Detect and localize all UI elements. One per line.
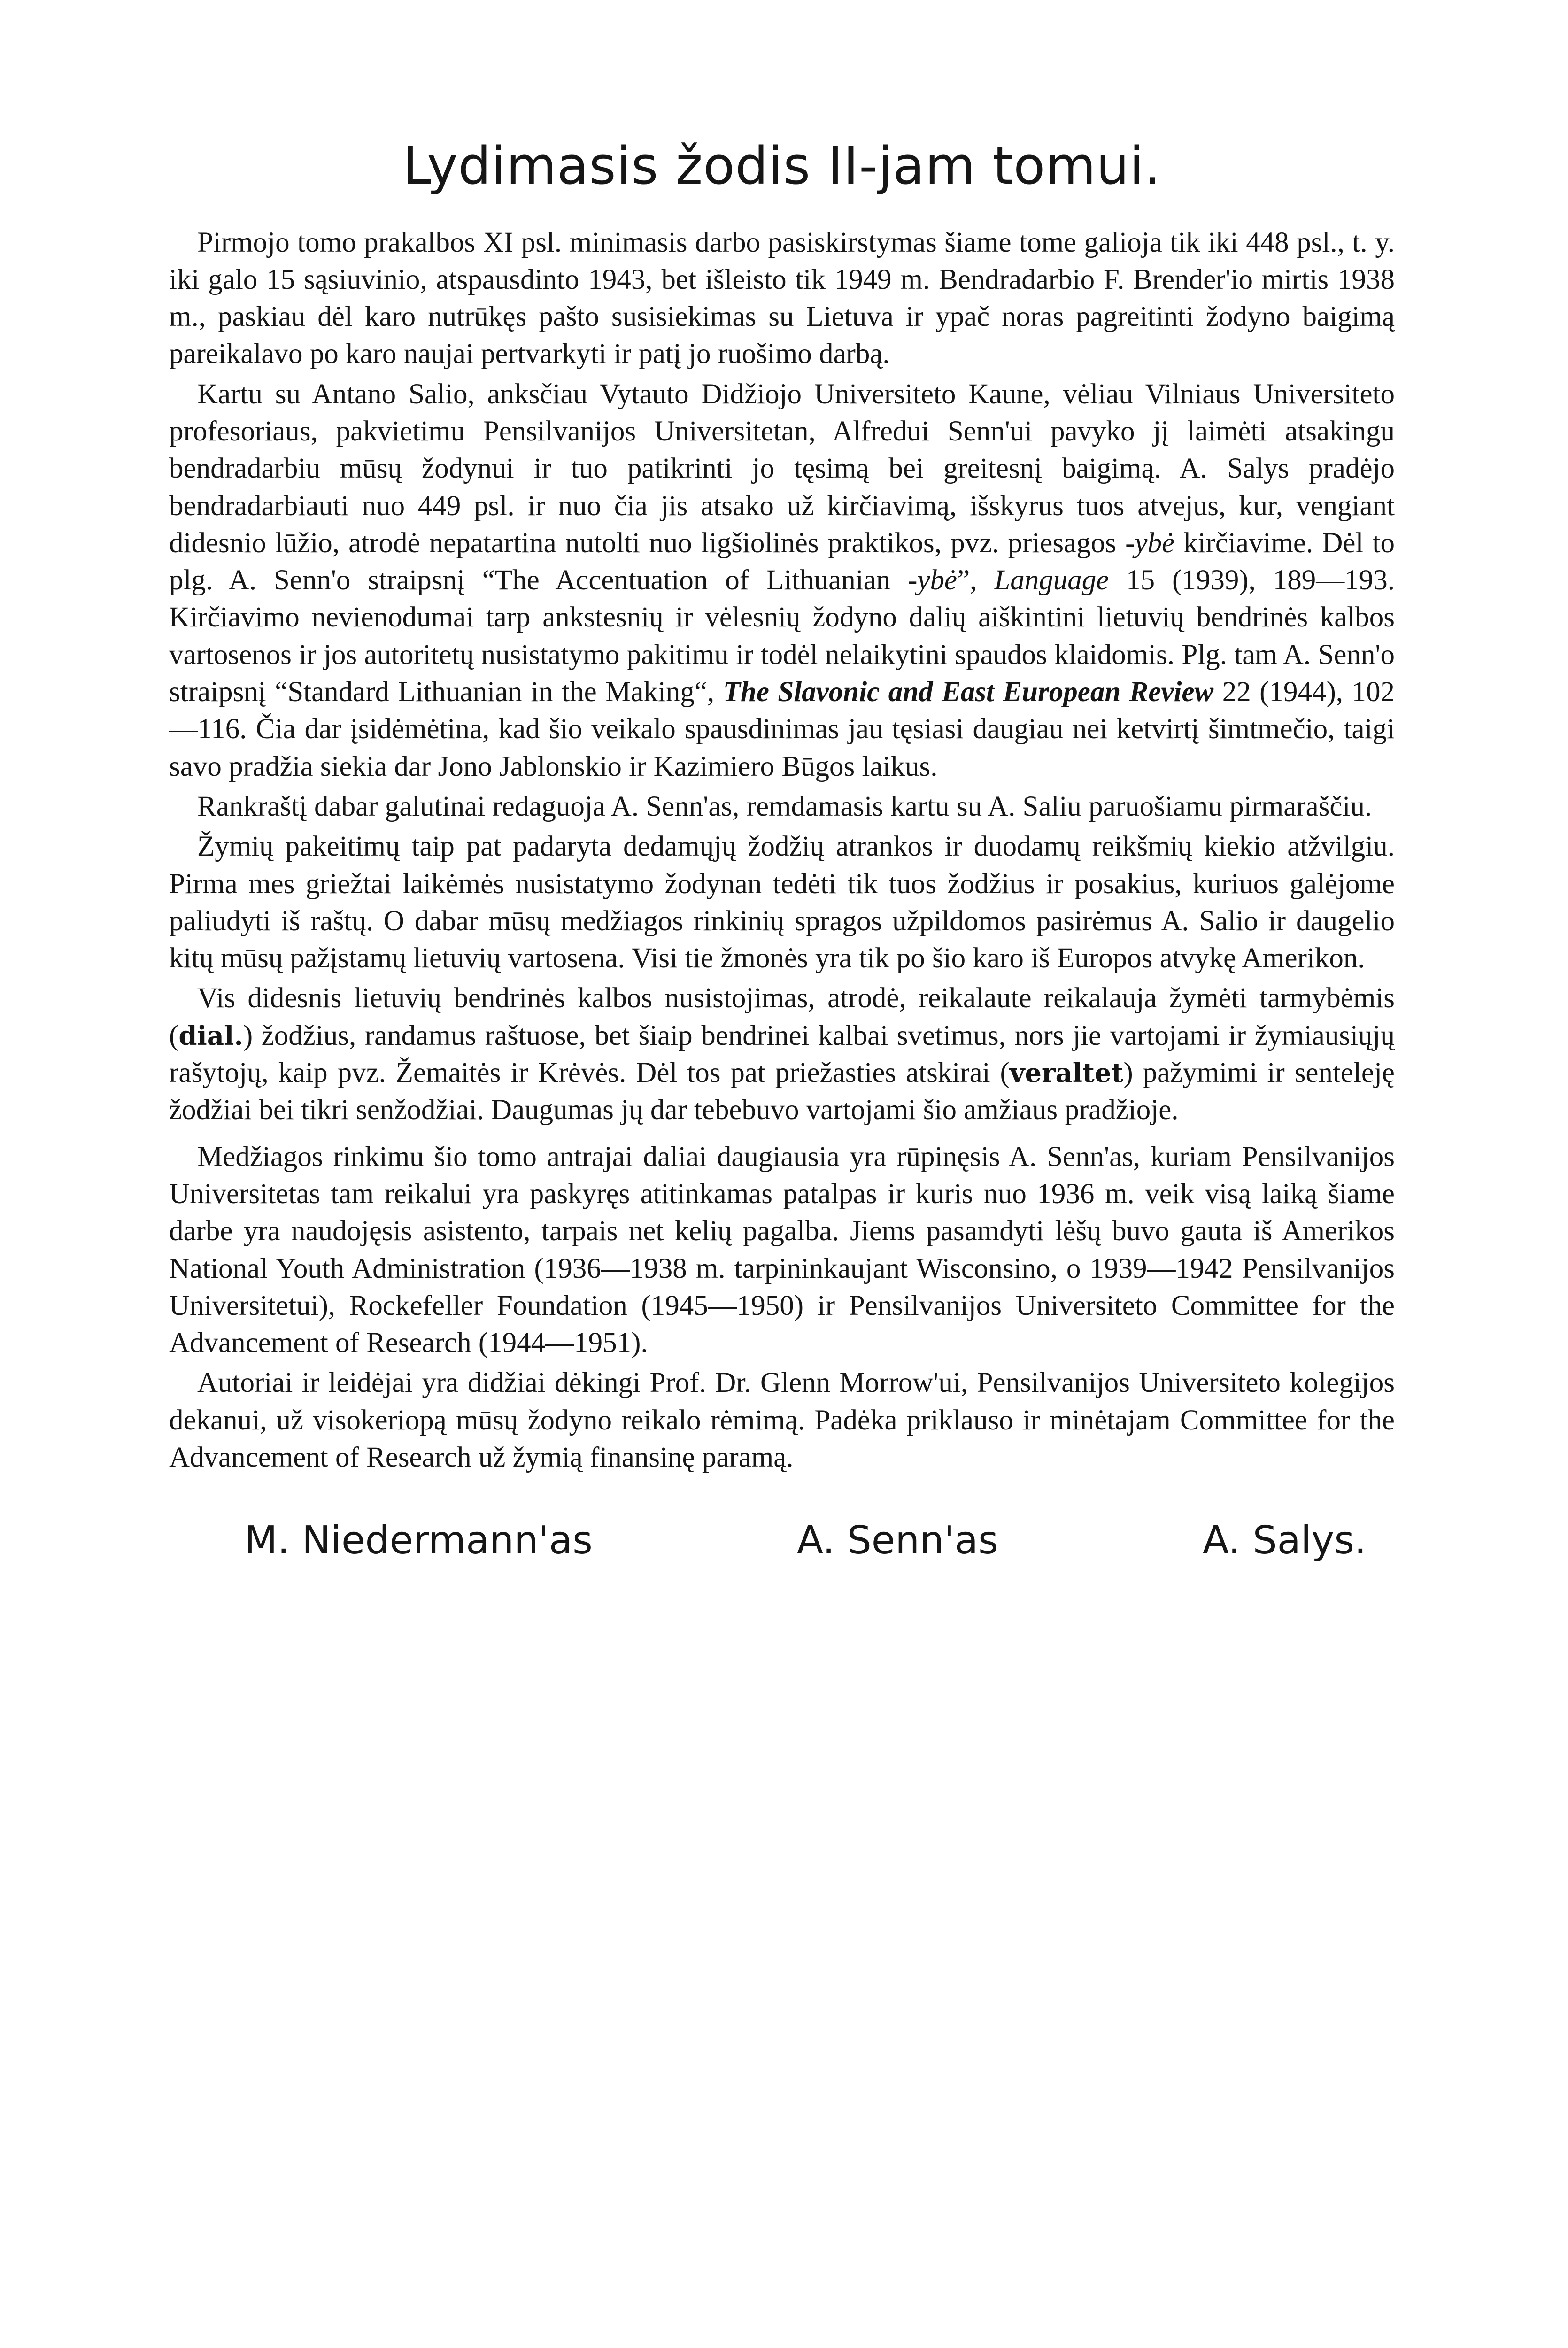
text-run: Pirmojo tomo prakalbos XI psl. minimasis darbo pasiskirstymas šiame tome galioja tik iki 448 psl., t. y. iki galo 15 sąsiuvinio, atspausdinto 1943, bet išleisto tik 1949 m. Bendradarbio F. Brender'io mirtis 1938 m., paskiau dėl karo nutrūkęs pašto susisiekimas su Lietuva ir ypač noras pagreitinti žodyno baigimą pareikalavo po karo naujai pertvarkyti ir patį jo ruošimo darbą.	[169, 226, 1395, 370]
text-run: Autoriai ir leidėjai yra didžiai dėkingi Prof. Dr. Glenn Morrow'ui, Pensilvanijos Universiteto kolegijos dekanui, už visokeriopą mūsų žodyno reikalo rėmimą. Padėka priklauso ir minėtajam Committee for the Advancement of Research už žymią finansinę paramą.	[169, 1367, 1395, 1473]
text-run: 15 (1939), 189—193. Kirčiavimo nevienodumai tarp ankstesnių ir vėlesnių žodyno dalių aiškintini lietuvių bendrinės kalbos vartosenos ir jos autoritetų nusistatymo pakitimu ir todėl nelaikytini spaudos klaidomis. Plg. tam A. Senn'o straipsnį “Standard Lithuanian in the Making“,	[169, 564, 1395, 708]
text-run: kirčiavime. Dėl to plg. A. Senn'o straipsnį “The Accentuation of Lithuanian	[169, 527, 1395, 596]
paragraph	[169, 1364, 1395, 1476]
text-run: ”,	[957, 564, 995, 596]
document-page	[169, 136, 1395, 1563]
paragraph	[169, 1138, 1395, 1362]
text-run: ) žodžius, randamus raštuose, bet šiaip bendrinei kalbai svetimus, nors jie vartojami ir žymiausiųjų rašytojų, kaip pvz. Žemaitės ir Krėvės. Dėl tos pat priežasties atskirai (	[169, 1020, 1395, 1089]
styled-text-run: -ybė	[1125, 527, 1175, 559]
signature-name: M. Niedermann'as	[244, 1518, 593, 1563]
styled-text-run: The Slavonic and East European Review	[723, 676, 1214, 708]
styled-text-run: veraltet	[1009, 1058, 1124, 1089]
paragraph	[169, 788, 1395, 825]
paragraph	[169, 224, 1395, 373]
text-run: ) pažymimi ir senteleję žodžiai bei tikri senžodžiai. Daugumas jų dar tebebuvo vartojami šio amžiaus pradžioje.	[169, 1057, 1395, 1126]
text-run: Medžiagos rinkimu šio tomo antrajai daliai daugiausia yra rūpinęsis A. Senn'as, kuriam Pensilvanijos Universitetas tam reikalui yra paskyręs atitinkamas patalpas ir kuris nuo 1936 m. veik visą laiką šiame darbe yra naudojęsis asistento, tarpais net kelių pagalba. Jiems pasamdyti lėšų buvo gauta iš Amerikos National Youth Administration (1936—1938 m. tarpininkaujant Wisconsino, o 1939—1942 Pensilvanijos Universitetui), Rockefeller Foundation (1945—1950) ir Pensilvanijos Universiteto Committee for the Advancement of Research (1944—1951).	[169, 1141, 1395, 1359]
styled-text-run: -ybė	[908, 564, 958, 596]
text-run: 22 (1944), 102—116. Čia dar įsidėmėtina, kad šio veikalo spausdinimas jau tęsiasi daugiau nei ketvirtį šimtmečio, taigi savo pradžia siekia dar Jono Jablonskio ir Kazimiero Būgos laikus.	[169, 676, 1395, 782]
paragraph	[169, 376, 1395, 785]
page-title: Lydimasis žodis II-jam tomui.	[402, 136, 1161, 196]
text-run: Rankraštį dabar galutinai redaguoja A. Senn'as, remdamasis kartu su A. Saliu paruošiamu pirmaraščiu.	[197, 790, 1372, 822]
signature-name: A. Senn'as	[796, 1518, 998, 1563]
signature-name: A. Salys.	[1202, 1518, 1367, 1563]
styled-text-run: Language	[994, 564, 1109, 596]
paragraph	[169, 980, 1395, 1128]
text-run: Kartu su Antano Salio, anksčiau Vytauto Didžiojo Universiteto Kaune, vėliau Vilniaus Universiteto profesoriaus, pakvietimu Pensilvanijos Universitetan, Alfredui Senn'ui pavyko jį laimėti atsakingu bendradarbiu mūsų žodynui ir tuo patikrinti jo tęsimą bei greitesnį baigimą. A. Salys pradėjo bendradarbiauti nuo 449 psl. ir nuo čia jis atsako už kirčiavimą, išskyrus tuos atvejus, kur, vengiant didesnio lūžio, atrodė nepatartina nutolti nuo ligšiolinės praktikos, pvz. priesagos	[169, 378, 1395, 559]
styled-text-run: dial.	[178, 1020, 243, 1051]
text-run: Vis didesnis lietuvių bendrinės kalbos nusistojimas, atrodė, reikalaute reikalauja žymėti tarmybėmis (	[169, 982, 1395, 1051]
body-text	[169, 224, 1395, 1476]
text-run: Žymių pakeitimų taip pat padaryta dedamųjų žodžių atrankos ir duodamų reikšmių kiekio atžvilgiu. Pirma mes griežtai laikėmės nusistatymo žodynan tedėti tik tuos žodžius ir posakius, kuriuos galėjome paliudyti iš raštų. O dabar mūsų medžiagos rinkinių spragos užpildomos pasirėmus A. Salio ir daugelio kitų mūsų pažįstamų lietuvių vartosena. Visi tie žmonės yra tik po šio karo iš Europos atvykę Amerikon.	[169, 831, 1395, 974]
signatures	[169, 1518, 1395, 1563]
paragraph	[169, 828, 1395, 977]
